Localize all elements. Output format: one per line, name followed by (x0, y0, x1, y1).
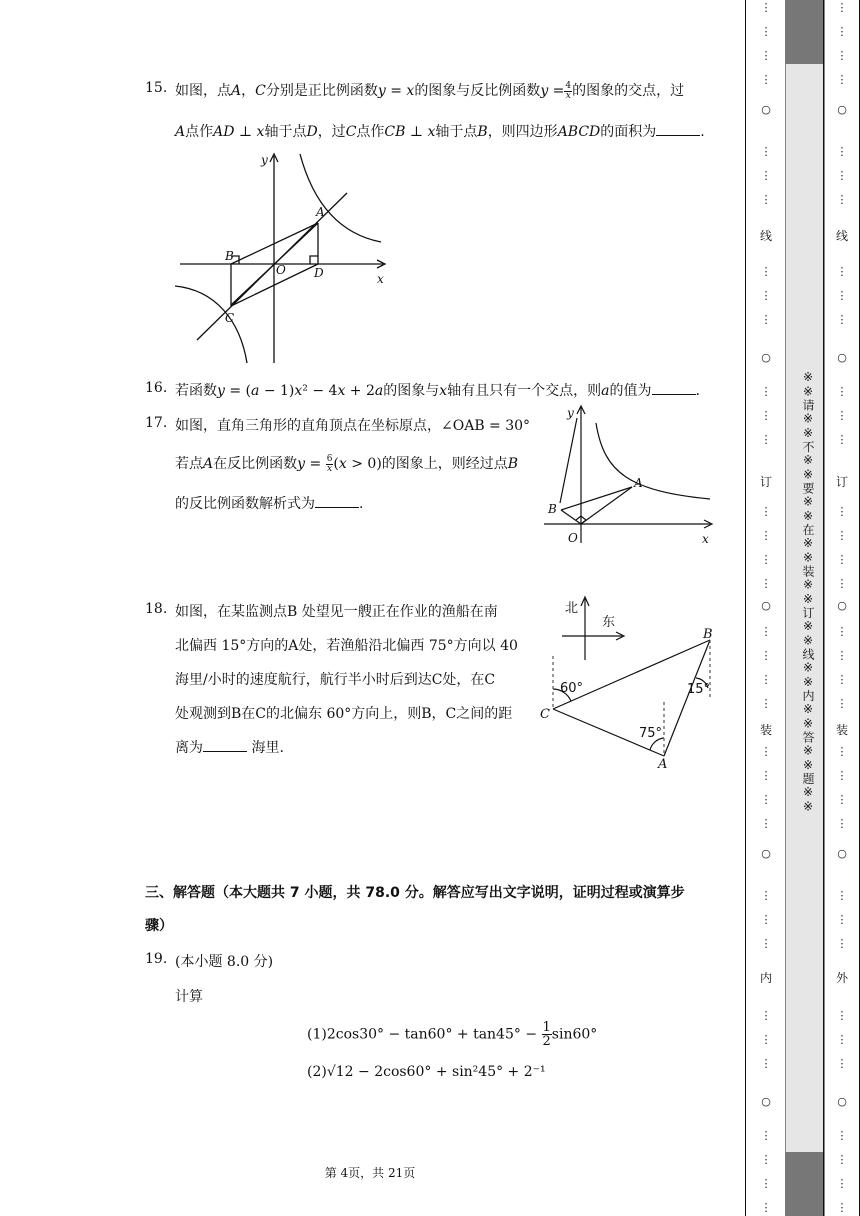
q15-label-O: O (276, 263, 286, 277)
outer-dot: ⋮ (760, 265, 772, 278)
outer-circle: ○ (761, 847, 771, 860)
inner-dot: ⋮ (836, 409, 848, 422)
inner-dot: ⋮ (836, 673, 848, 686)
outer-dot: ⋮ (760, 433, 772, 446)
inner-dot: ⋮ (836, 49, 848, 62)
outer-dot: ⋮ (760, 505, 772, 518)
outer-dot: ⋮ (760, 553, 772, 566)
outer-dot: ⋮ (760, 169, 772, 182)
q17-line2: 若点A在反比例函数y = $\frac{6}{x}$ (x > 0)的图象上，则经过点B (175, 453, 519, 474)
outer-circle: ○ (761, 599, 771, 612)
inner-char: 装 (835, 723, 848, 737)
outer-dot: ⋮ (760, 313, 772, 326)
inner-dot: ⋮ (836, 193, 848, 206)
binding-dark-block-bottom (785, 1152, 823, 1216)
outer-dot: ⋮ (760, 73, 772, 86)
binding-dots-outer (759, 0, 773, 1216)
binding-warning-text: ※※请※※不※※要※※在※※装※※订※※线※※内※※答※※题※※ (801, 370, 815, 814)
inner-dot: ⋮ (836, 73, 848, 86)
q15-line2: A点作AD ⊥ x轴于点D，过C点作CB ⊥ x轴于点B，则四边形ABCD的面积为 . (175, 124, 705, 140)
q17-label-y: y (567, 406, 574, 420)
inner-dot: ⋮ (836, 1057, 848, 1070)
q18-number: 18. (145, 601, 168, 617)
outer-circle: ○ (761, 351, 771, 364)
q18-line2: 北偏西 15°方向的A处，若渔船沿北偏西 75°方向以 40 (175, 638, 518, 654)
binding-dots-inner (835, 0, 849, 1216)
q17-figure (544, 403, 714, 548)
outer-dot: ⋮ (760, 1009, 772, 1022)
q17-number: 17. (145, 415, 168, 431)
q17-line1: 如图，直角三角形的直角顶点在坐标原点，∠OAB = 30° (175, 418, 531, 434)
inner-circle: ○ (837, 1095, 847, 1108)
q15-figure (175, 150, 390, 370)
inner-dot: ⋮ (836, 553, 848, 566)
q18-label-C: C (540, 707, 550, 722)
outer-dot: ⋮ (760, 1201, 772, 1214)
q17-line3: 的反比例函数解析式为 . (175, 496, 364, 512)
binding-dark-block-top (785, 0, 823, 64)
q15-label-y: y (261, 153, 268, 167)
q18-label-60: 60° (560, 681, 584, 696)
outer-char: 订 (759, 475, 772, 489)
inner-char: 外 (835, 971, 848, 985)
inner-dot: ⋮ (836, 1129, 848, 1142)
q19-part1: (1)2cos30° − tan60° + tan45° − $\frac{1}{2}$ sin60° (307, 1020, 598, 1049)
q19-number: 19. (145, 951, 168, 967)
outer-circle: ○ (761, 103, 771, 116)
outer-dot: ⋮ (760, 817, 772, 830)
q18-label-A: A (658, 757, 668, 772)
q18-label-B: B (703, 627, 713, 642)
outer-dot: ⋮ (760, 25, 772, 38)
inner-dot: ⋮ (836, 1201, 848, 1214)
q16-number: 16. (145, 380, 168, 396)
outer-dot: ⋮ (760, 385, 772, 398)
outer-char: 线 (759, 229, 772, 243)
outer-dot: ⋮ (760, 529, 772, 542)
outer-dot: ⋮ (760, 745, 772, 758)
inner-circle: ○ (837, 847, 847, 860)
outer-char: 装 (759, 723, 772, 737)
inner-dot: ⋮ (836, 1033, 848, 1046)
q15-label-A: A (316, 205, 325, 219)
q15-label-C: C (225, 311, 235, 325)
outer-dot: ⋮ (760, 1, 772, 14)
inner-dot: ⋮ (836, 793, 848, 806)
q18-label-15: 15° (687, 682, 711, 697)
q16-answer-blank (652, 382, 696, 395)
outer-dot: ⋮ (760, 289, 772, 302)
outer-dot: ⋮ (760, 1129, 772, 1142)
q19-instruction: 计算 (175, 989, 203, 1005)
inner-dot: ⋮ (836, 913, 848, 926)
inner-dot: ⋮ (836, 145, 848, 158)
outer-dot: ⋮ (760, 793, 772, 806)
q15-label-x: x (377, 272, 384, 286)
q18-line3: 海里/小时的速度航行，航行半小时后到达C处，在C (175, 672, 496, 688)
outer-dot: ⋮ (760, 625, 772, 638)
inner-char: 线 (835, 229, 848, 243)
q17-answer-blank (315, 495, 359, 508)
inner-dot: ⋮ (836, 313, 848, 326)
outer-dot: ⋮ (760, 697, 772, 710)
inner-dot: ⋮ (836, 1153, 848, 1166)
inner-dot: ⋮ (836, 529, 848, 542)
q15-answer-blank (656, 123, 700, 136)
q18-figure (540, 592, 725, 772)
outer-char: 内 (759, 971, 772, 985)
outer-dot: ⋮ (760, 193, 772, 206)
inner-char: 订 (835, 475, 848, 489)
outer-dot: ⋮ (760, 1177, 772, 1190)
inner-dot: ⋮ (836, 1009, 848, 1022)
inner-dot: ⋮ (836, 289, 848, 302)
inner-dot: ⋮ (836, 697, 848, 710)
outer-dot: ⋮ (760, 889, 772, 902)
inner-dot: ⋮ (836, 937, 848, 950)
inner-circle: ○ (837, 599, 847, 612)
outer-dot: ⋮ (760, 1033, 772, 1046)
section3-heading-line2: 骤） (145, 918, 173, 934)
inner-dot: ⋮ (836, 889, 848, 902)
q19-score: (本小题 8.0 分) (175, 954, 274, 970)
q18-line4: 处观测到B在C的北偏东 60°方向上，则B，C之间的距 (175, 706, 513, 722)
page-footer: 第 4页，共 21页 (324, 1166, 416, 1180)
q18-line1: 如图，在某监测点B 处望见一艘正在作业的渔船在南 (175, 604, 498, 620)
inner-circle: ○ (837, 351, 847, 364)
q16-text: 若函数y = (a − 1)x² − 4x + 2a的图象与x轴有且只有一个交点，则a的值为 . (175, 383, 700, 399)
q18-line5: 离为 海里. (175, 740, 284, 756)
q15-label-D: D (314, 266, 324, 280)
outer-dot: ⋮ (760, 1153, 772, 1166)
outer-dot: ⋮ (760, 937, 772, 950)
q15-label-B: B (225, 249, 234, 263)
inner-dot: ⋮ (836, 817, 848, 830)
outer-dot: ⋮ (760, 649, 772, 662)
outer-dot: ⋮ (760, 409, 772, 422)
q18-label-75: 75° (639, 726, 663, 741)
q19-part2: (2)√12 − 2cos60° + sin²45° + 2⁻¹ (307, 1064, 546, 1080)
inner-dot: ⋮ (836, 385, 848, 398)
q18-label-east: 东 (602, 615, 616, 630)
outer-dot: ⋮ (760, 49, 772, 62)
q18-label-north: 北 (565, 601, 579, 616)
outer-dot: ⋮ (760, 913, 772, 926)
inner-dot: ⋮ (836, 169, 848, 182)
inner-dot: ⋮ (836, 769, 848, 782)
inner-dot: ⋮ (836, 745, 848, 758)
outer-dot: ⋮ (760, 577, 772, 590)
outer-dot: ⋮ (760, 673, 772, 686)
inner-dot: ⋮ (836, 433, 848, 446)
outer-dot: ⋮ (760, 1057, 772, 1070)
outer-dot: ⋮ (760, 145, 772, 158)
inner-circle: ○ (837, 103, 847, 116)
inner-dot: ⋮ (836, 577, 848, 590)
section3-heading-line1: 三、解答题（本大题共 7 小题，共 78.0 分。解答应写出文字说明，证明过程或演算步 (145, 885, 685, 901)
q17-label-A: A (634, 476, 643, 490)
inner-dot: ⋮ (836, 505, 848, 518)
inner-dot: ⋮ (836, 25, 848, 38)
q17-label-B: B (548, 502, 557, 516)
inner-dot: ⋮ (836, 1177, 848, 1190)
outer-dot: ⋮ (760, 769, 772, 782)
inner-dot: ⋮ (836, 1, 848, 14)
inner-dot: ⋮ (836, 649, 848, 662)
inner-dot: ⋮ (836, 625, 848, 638)
inner-dot: ⋮ (836, 265, 848, 278)
q15-number: 15. (145, 80, 168, 96)
outer-circle: ○ (761, 1095, 771, 1108)
q18-answer-blank (203, 739, 247, 752)
q15-line1: 如图，点A，C分别是正比例函数y = x的图象与反比例函数y = $\frac{4}{x}$ 的图象的交点，过 (175, 80, 685, 101)
q17-label-x: x (702, 532, 709, 546)
q17-label-O: O (568, 531, 578, 545)
